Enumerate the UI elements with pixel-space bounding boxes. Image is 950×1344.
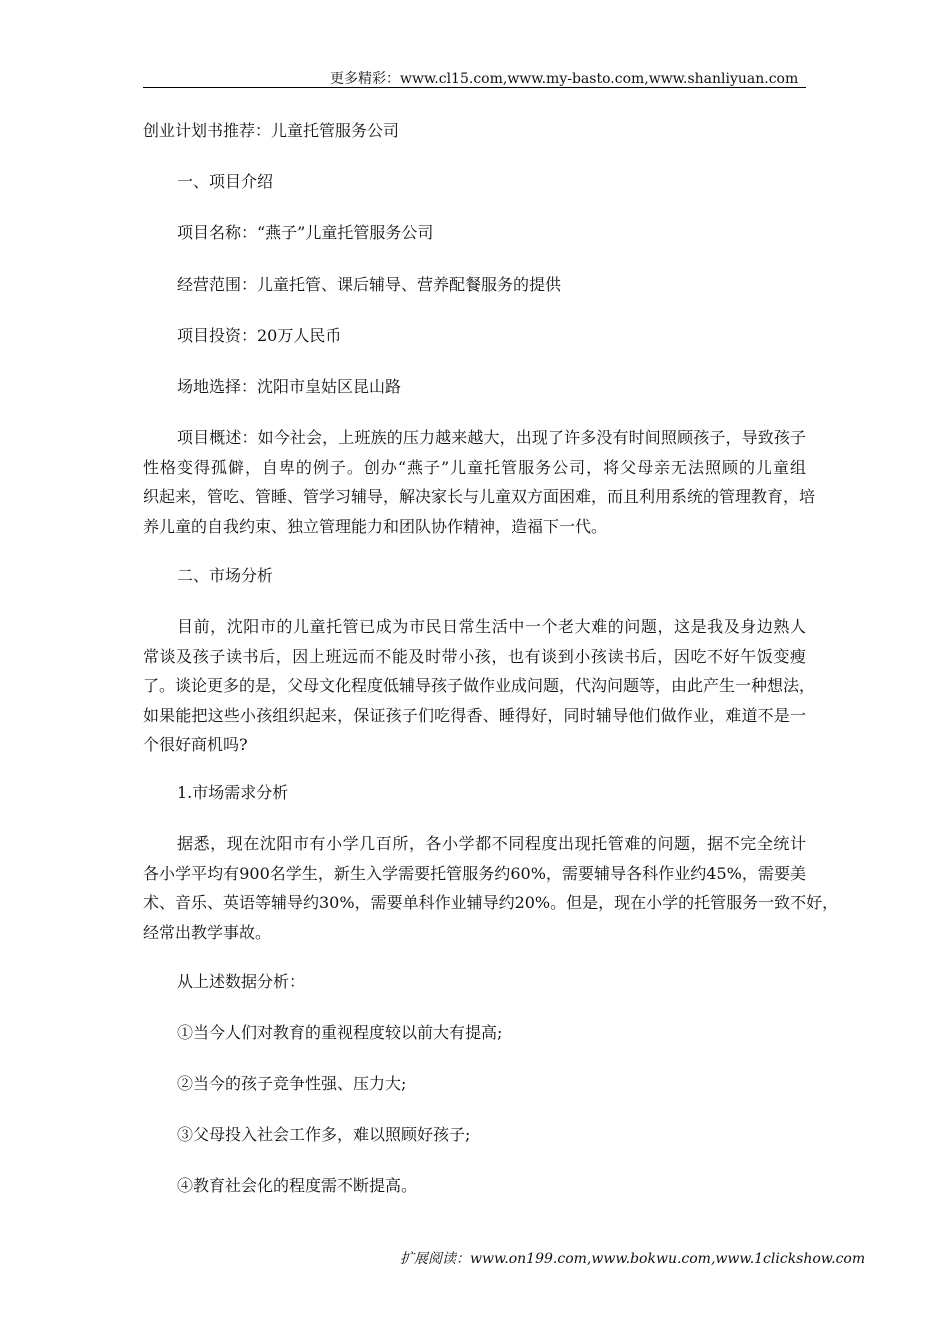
- market-demand-heading: 1.市场需求分析: [177, 783, 289, 802]
- text-line: 个很好商机吗?: [143, 735, 248, 754]
- text-line: 项目概述：如今社会，上班族的压力越来越大，出现了许多没有时间照顾孩子，导致孩子: [177, 428, 806, 447]
- text-line: 各小学平均有900名学生，新生入学需要托管服务约60%，需要辅导各科作业约45%，需要美: [143, 863, 806, 883]
- text-line: 如果能把这些小孩组织起来，保证孩子们吃得香、睡得好，同时辅导他们做作业，难道不是一: [143, 705, 806, 725]
- project-name: 项目名称：“燕子”儿童托管服务公司: [177, 223, 434, 242]
- doc-title: 创业计划书推荐：儿童托管服务公司: [143, 121, 400, 140]
- market-demand-body: [143, 829, 839, 947]
- text-line: 常谈及孩子读书后，因上班远而不能及时带小孩，也有谈到小孩读书后，因吃不好午饭变瘦: [143, 646, 806, 666]
- header-links: 更多精彩：www.cl15.com,www.my-basto.com,www.shanliyuan.com: [330, 71, 799, 87]
- text-line: 经常出教学事故。: [143, 922, 272, 942]
- text-line: 性格变得孤僻，自卑的例子。创办“燕子”儿童托管服务公司，将父母亲无法照顾的儿童组: [143, 457, 806, 477]
- header-rule: [143, 87, 806, 88]
- market-intro: [143, 612, 816, 760]
- text-line: 养儿童的自我约束、独立管理能力和团队协作精神，造福下一代。: [143, 516, 608, 536]
- text-line: 目前，沈阳市的儿童托管已成为市民日常生活中一个老大难的问题，这是我及身边熟人: [177, 617, 806, 636]
- site-selection: 场地选择：沈阳市皇姑区昆山路: [177, 377, 402, 396]
- analysis-point: ③父母投入社会工作多，难以照顾好孩子;: [177, 1125, 471, 1144]
- analysis-point: ②当今的孩子竞争性强、压力大;: [177, 1074, 407, 1093]
- text-line: 了。谈论更多的是，父母文化程度低辅导孩子做作业成问题，代沟问题等，由此产生一种想法，: [143, 676, 816, 695]
- text-line: 织起来，管吃、管睡、管学习辅导，解决家长与儿童双方面困难，而且利用系统的管理教育，培: [143, 487, 816, 506]
- project-investment: 项目投资：20万人民币: [177, 326, 342, 345]
- analysis-heading: 从上述数据分析：: [177, 972, 306, 991]
- project-overview: [143, 423, 816, 541]
- business-scope: 经营范围：儿童托管、课后辅导、营养配餐服务的提供: [177, 275, 562, 294]
- section1-heading: 一、项目介绍: [177, 172, 274, 191]
- analysis-point: ④教育社会化的程度需不断提高。: [177, 1176, 418, 1195]
- analysis-point: ①当今人们对教育的重视程度较以前大有提高;: [177, 1023, 503, 1042]
- footer-links: 扩展阅读：www.on199.com,www.bokwu.com,www.1clickshow.com: [400, 1251, 866, 1267]
- text-line: 据悉，现在沈阳市有小学几百所，各小学都不同程度出现托管难的问题，据不完全统计: [177, 834, 806, 853]
- text-line: 术、音乐、英语等辅导约30%，需要单科作业辅导约20%。但是，现在小学的托管服务一致不好，: [143, 893, 839, 912]
- section2-heading: 二、市场分析: [177, 566, 274, 585]
